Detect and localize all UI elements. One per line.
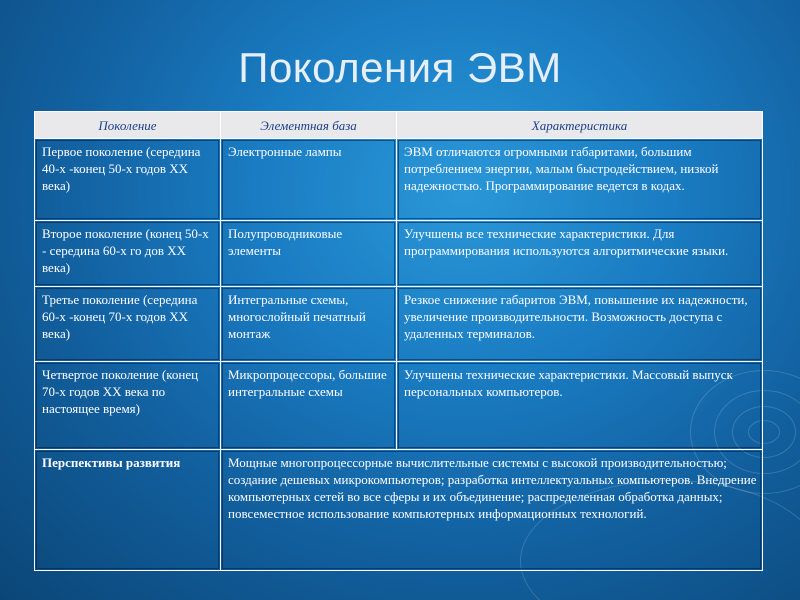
generation-cell: Первое поколение (середина 40-х -конец 50-х годов XX века) <box>35 139 221 221</box>
element-base-cell: Электронные лампы <box>221 139 397 221</box>
table-row <box>35 139 763 221</box>
table-row <box>35 362 763 450</box>
table-row <box>35 221 763 287</box>
characteristic-cell: Улучшены технические характеристики. Массовый выпуск персональных компьютеров. <box>397 362 763 450</box>
generation-cell: Четвертое поколение (конец 70-х годов XX века по настоящее время) <box>35 362 221 450</box>
prospects-label: Перспективы развития <box>35 450 221 571</box>
prospects-text: Мощные многопроцессорные вычислительные системы с высокой производительностью; создание дешевых микрокомпьютеров; разработка интеллектуальных компьютеров. Внедрение компьютерных сетей во все сферы и их объединение; распределенная обработка данных; повсеместное использование компьютерных информационных технологий. <box>221 450 763 571</box>
element-base-cell: Микропроцессоры, большие интегральные схемы <box>221 362 397 450</box>
characteristic-cell: ЭВМ отличаются огромными габаритами, большим потреблением энергии, малым быстродействием, низкой надежностью. Программирование ведется в кодах. <box>397 139 763 221</box>
table-row-prospects <box>35 450 763 571</box>
characteristic-cell: Резкое снижение габаритов ЭВМ, повышение их надежности, увеличение производительности. Возможность доступа с удаленных терминалов. <box>397 287 763 362</box>
generations-table <box>34 111 763 571</box>
table-row <box>35 287 763 362</box>
header-generation: Поколение <box>35 112 221 139</box>
header-characteristic: Характеристика <box>397 112 763 139</box>
table-header-row <box>35 112 763 139</box>
element-base-cell: Полупроводниковые элементы <box>221 221 397 287</box>
characteristic-cell: Улучшены все технические характеристики. Для программирования используются алгоритмические языки. <box>397 221 763 287</box>
slide-title: Поколения ЭВМ <box>238 44 562 91</box>
generation-cell: Второе поколение (конец 50-х - середина 60-х го дов XX века) <box>35 221 221 287</box>
generation-cell: Третье поколение (середина 60-х -конец 70-х годов XX века) <box>35 287 221 362</box>
header-element-base: Элементная база <box>221 112 397 139</box>
element-base-cell: Интегральные схемы, многослойный печатный монтаж <box>221 287 397 362</box>
